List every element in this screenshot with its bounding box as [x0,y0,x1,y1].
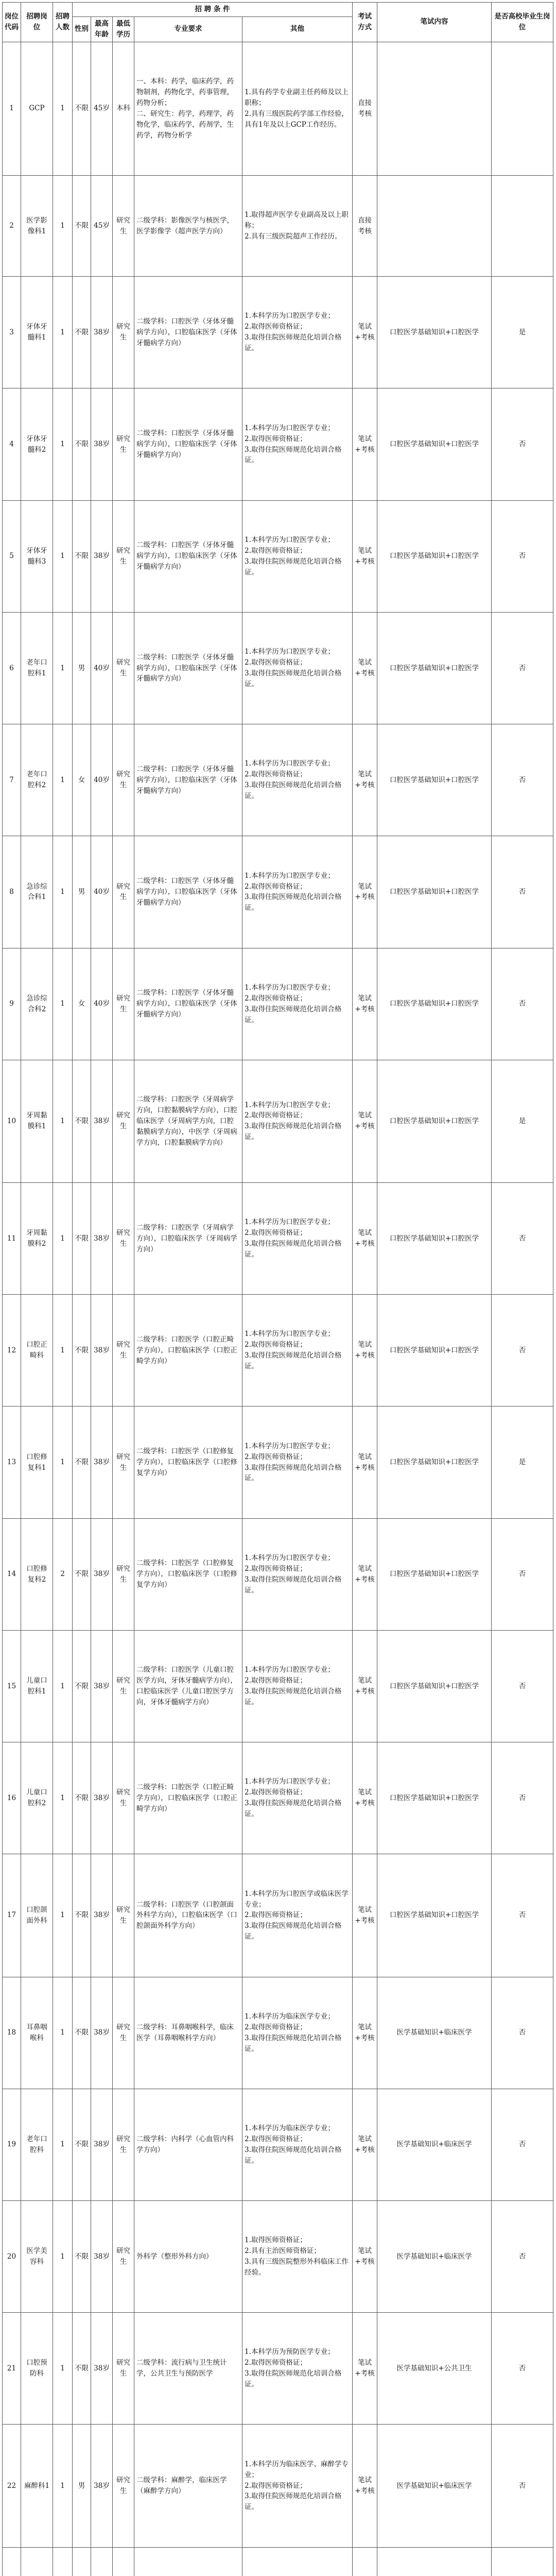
cell-age: 40岁 [91,836,113,948]
cell-age: 38岁 [91,2089,113,2200]
cell-degree [113,2547,134,2576]
cell-post: 口腔修复科1 [21,1406,53,1518]
cell-fresh: 否 [492,1630,553,1742]
table-row [3,1742,553,1854]
cell-content: 口腔医学基础知识+口腔医学 [377,1518,492,1630]
cell-code: 4 [3,388,21,500]
cell-code: 8 [3,836,21,948]
cell-fresh: 是 [492,1406,553,1518]
cell-gender: 女 [73,724,91,836]
cell-post: 老年口腔科2 [21,724,53,836]
cell-major: 二级学科：口腔医学（牙周病学方向），口腔临床医学（牙周病学方向） [134,1182,242,1294]
cell-count: 1 [53,1060,73,1182]
cell-content: 口腔医学基础知识+口腔医学 [377,1182,492,1294]
cell-age: 38岁 [91,1295,113,1406]
table-row [3,2089,553,2200]
cell-code: 12 [3,1295,21,1406]
cell-fresh: 否 [492,948,553,1060]
cell-other: 1.本科学历为口腔医学专业； 2.取得医师资格证； 3.取得住院医师规范化培训合格证。 [242,277,353,388]
cell-gender: 不限 [73,42,91,175]
cell-other: 1.本科学历为口腔医学专业； 2.取得医师资格证； 3.取得住院医师规范化培训合格证。 [242,836,353,948]
cell-degree: 研究生 [113,1182,134,1294]
cell-gender: 不限 [73,1182,91,1294]
cell-code: 21 [3,2313,21,2425]
cell-exam: 笔试+考核 [353,1060,377,1182]
cell-age: 38岁 [91,1630,113,1742]
cell-degree: 研究生 [113,175,134,276]
cell-content: 口腔医学基础知识+口腔医学 [377,948,492,1060]
cell-other: 1.本科学历为口腔医学专业； 2.取得医师资格证； 3.取得住院医师规范化培训合格证。 [242,1518,353,1630]
cell-code: 16 [3,1742,21,1854]
cell-post: 急诊综合科2 [21,948,53,1060]
cell-content: 口腔医学基础知识+口腔医学 [377,1406,492,1518]
cell-degree: 研究生 [113,2313,134,2425]
cell-content: 口腔医学基础知识+口腔医学 [377,1295,492,1406]
cell-major: 二级学科：影像医学与核医学，医学影像学（超声医学方向） [134,175,242,276]
cell-exam: 笔试+考核 [353,1182,377,1294]
table-body [3,42,553,2576]
cell-post: 口腔预防科 [21,2313,53,2425]
cell-other: 1.本科学历为口腔医学或临床医学专业； 2.取得医师资格证； 3.取得住院医师规范化培训合格证。 [242,1854,353,1977]
cell-degree: 研究生 [113,1854,134,1977]
cell-age: 45岁 [91,175,113,276]
cell-count: 1 [53,836,73,948]
cell-content: 口腔医学基础知识+口腔医学 [377,1060,492,1182]
cell-code: 11 [3,1182,21,1294]
cell-other: 1.本科学历为口腔医学专业； 2.取得医师资格证； 3.取得住院医师规范化培训合格证。 [242,1295,353,1406]
cell-content: 口腔医学基础知识+口腔医学 [377,612,492,724]
cell-code: 3 [3,277,21,388]
cell-degree: 研究生 [113,388,134,500]
cell-fresh: 否 [492,500,553,612]
cell-degree: 研究生 [113,1060,134,1182]
cell-exam: 笔试+考核 [353,1742,377,1854]
cell-other: 1.本科学历为口腔医学专业； 2.取得医师资格证； 3.取得住院医师规范化培训合格证。 [242,1060,353,1182]
cell-gender: 不限 [73,2089,91,2200]
cell-other: 1.本科学历为口腔医学专业； 2.取得医师资格证； 3.取得住院医师规范化培训合格证。 [242,388,353,500]
cell-degree: 研究生 [113,1518,134,1630]
header-degree: 最低学历 [113,16,134,42]
cell-fresh: 否 [492,724,553,836]
cell-degree: 研究生 [113,612,134,724]
cell-post: 儿童口腔科2 [21,1742,53,1854]
cell-major: 二级学科：口腔医学（口腔正畸学方向），口腔临床医学（口腔正畸学方向） [134,1742,242,1854]
cell-content: 口腔医学基础知识+口腔医学 [377,724,492,836]
cell-count: 1 [53,42,73,175]
cell-code: 10 [3,1060,21,1182]
table-row [3,1518,553,1630]
cell-fresh: 否 [492,2089,553,2200]
cell-code: 2 [3,175,21,276]
cell-exam: 笔试+考核 [353,2200,377,2312]
cell-major: 二级学科：口腔医学（儿童口腔医学方向，牙体牙髓病学方向），口腔临床医学（儿童口腔医学方向，牙体牙髓病学方向） [134,1630,242,1742]
cell-code [3,2547,21,2576]
cell-gender: 不限 [73,277,91,388]
cell-gender: 不限 [73,1295,91,1406]
cell-age: 38岁 [91,2200,113,2312]
cell-code: 20 [3,2200,21,2312]
cell-major: 二级学科：口腔医学（牙体牙髓病学方向），口腔临床医学（牙体牙髓病学方向） [134,388,242,500]
cell-degree: 研究生 [113,2200,134,2312]
cell-exam: 笔试+考核 [353,1518,377,1630]
cell-content: 医学基础知识+临床医学 [377,2425,492,2547]
cell-count: 1 [53,2313,73,2425]
cell-count: 1 [53,500,73,612]
cell-age: 38岁 [91,1977,113,2089]
cell-degree: 研究生 [113,2425,134,2547]
cell-gender: 男 [73,2425,91,2547]
cell-degree: 研究生 [113,836,134,948]
cell-count: 1 [53,388,73,500]
cell-major: 二级学科：口腔医学（口腔修复学方向），口腔临床医学（口腔修复学方向） [134,1406,242,1518]
cell-content: 医学基础知识+临床医学 [377,2200,492,2312]
cell-age: 38岁 [91,1518,113,1630]
header-age: 最高年龄 [91,16,113,42]
cell-post: 牙体牙髓科2 [21,388,53,500]
cell-exam [353,2547,377,2576]
table-row [3,42,553,175]
cell-exam: 笔试+考核 [353,1630,377,1742]
cell-exam: 笔试+考核 [353,1977,377,2089]
header-count: 招聘人数 [53,3,73,42]
cell-gender: 不限 [73,175,91,276]
header-post: 招聘岗位 [21,3,53,42]
cell-age: 38岁 [91,2313,113,2425]
cell-post: 牙周黏膜科1 [21,1060,53,1182]
table-row [3,724,553,836]
cell-content: 口腔医学基础知识+口腔医学 [377,836,492,948]
cell-content: 医学基础知识+临床医学 [377,1977,492,2089]
cell-degree: 研究生 [113,2089,134,2200]
cell-code: 19 [3,2089,21,2200]
cell-post: 耳鼻咽喉科 [21,1977,53,2089]
cell-fresh: 否 [492,2313,553,2425]
cell-major: 二级学科：口腔医学（牙体牙髓病学方向），口腔临床医学（牙体牙髓病学方向） [134,277,242,388]
cell-content: 口腔医学基础知识+口腔医学 [377,388,492,500]
cell-other: 1.本科学历为口腔医学专业； 2.取得医师资格证； 3.取得住院医师规范化培训合格证。 [242,948,353,1060]
cell-count: 1 [53,1630,73,1742]
table-row [3,1295,553,1406]
cell-post: 口腔修复科2 [21,1518,53,1630]
cell-fresh: 是 [492,277,553,388]
table-row [3,388,553,500]
cell-other [242,2547,353,2576]
header-conditions: 招 聘 条 件 [73,3,353,17]
cell-count: 1 [53,1295,73,1406]
header-content: 笔试内容 [377,3,492,42]
cell-gender: 不限 [73,500,91,612]
header-code: 岗位代码 [3,3,21,42]
cell-degree: 研究生 [113,277,134,388]
cell-other: 1.本科学历为临床医学、麻醉学专业； 2.取得医师资格证； 3.取得住院医师规范化培训合格证。 [242,2425,353,2547]
cell-major [134,2547,242,2576]
cell-count: 1 [53,1977,73,2089]
cell-count: 1 [53,277,73,388]
cell-other: 1.本科学历为预防医学专业； 2.取得医师资格证； 3.取得住院医师规范化培训合格证。 [242,2313,353,2425]
cell-age: 38岁 [91,1060,113,1182]
cell-other: 1.本科学历为临床医学专业； 2.取得医师资格证； 3.取得住院医师规范化培训合格证。 [242,2089,353,2200]
recruitment-table [2,2,553,2576]
cell-other: 1.取得医师资格证； 2.具有主治医师资格证； 3.具有三级医院整形外科临床工作经验。 [242,2200,353,2312]
cell-gender: 男 [73,836,91,948]
table-row [3,1406,553,1518]
cell-count: 1 [53,175,73,276]
cell-post: 老年口腔科 [21,2089,53,2200]
cell-fresh: 否 [492,1977,553,2089]
cell-gender: 不限 [73,388,91,500]
cell-major: 一、本科：药学，临床药学，药物制剂，药物化学，药事管理，药物分析； 二、研究生：药学，药理学，药物化学，临床药学，药剂学，生药学，药物分析学 [134,42,242,175]
cell-age [91,2547,113,2576]
cell-count: 1 [53,2089,73,2200]
cell-content: 口腔医学基础知识+口腔医学 [377,277,492,388]
cell-exam: 笔试+考核 [353,388,377,500]
cell-post: 牙周黏膜科2 [21,1182,53,1294]
header-exam: 考试方式 [353,3,377,42]
table-row [3,1854,553,1977]
cell-exam: 笔试+考核 [353,1854,377,1977]
cell-fresh: 否 [492,1182,553,1294]
cell-degree: 研究生 [113,1742,134,1854]
cell-count: 1 [53,2200,73,2312]
cell-major: 二级学科：口腔医学（口腔修复学方向），口腔临床医学（口腔修复学方向） [134,1518,242,1630]
cell-content [377,175,492,276]
table-row [3,948,553,1060]
table-row [3,500,553,612]
cell-exam: 笔试+考核 [353,2425,377,2547]
cell-fresh: 否 [492,388,553,500]
cell-other: 1.本科学历为临床医学专业； 2.取得医师资格证； 3.取得住院医师规范化培训合格证。 [242,1977,353,2089]
cell-gender: 不限 [73,1518,91,1630]
cell-fresh [492,2547,553,2576]
header-gender: 性别 [73,16,91,42]
cell-content: 口腔医学基础知识+口腔医学 [377,1854,492,1977]
cell-gender: 不限 [73,1854,91,1977]
cell-other: 1.具有药学专业副主任药师及以上职称； 2.具有三级医院药学部工作经验，具有1年及以上GCP工作经历。 [242,42,353,175]
cell-code: 5 [3,500,21,612]
cell-major: 二级学科：口腔医学（牙体牙髓病学方向），口腔临床医学（牙体牙髓病学方向） [134,724,242,836]
cell-major: 二级学科：流行病与卫生统计学，公共卫生与预防医学 [134,2313,242,2425]
cell-post: 牙体牙髓科1 [21,277,53,388]
table-row [3,1182,553,1294]
cell-fresh: 否 [492,1854,553,1977]
cell-code: 9 [3,948,21,1060]
cell-exam: 笔试+考核 [353,2313,377,2425]
cell-degree: 研究生 [113,948,134,1060]
cell-gender: 女 [73,948,91,1060]
cell-fresh: 是 [492,1060,553,1182]
cell-age: 45岁 [91,42,113,175]
cell-count: 2 [53,1518,73,1630]
cell-code: 15 [3,1630,21,1742]
cell-other: 1.本科学历为口腔医学专业； 2.取得医师资格证； 3.取得住院医师规范化培训合格证。 [242,612,353,724]
table-row [3,612,553,724]
table-row [3,2313,553,2425]
cell-age: 38岁 [91,1406,113,1518]
cell-exam: 笔试+考核 [353,612,377,724]
cell-count: 1 [53,2425,73,2547]
cell-degree: 研究生 [113,1977,134,2089]
cell-code: 7 [3,724,21,836]
cell-fresh: 否 [492,1518,553,1630]
cell-post: 医学美容科 [21,2200,53,2312]
cell-content: 口腔医学基础知识+口腔医学 [377,1630,492,1742]
cell-gender: 不限 [73,2200,91,2312]
cell-exam: 笔试+考核 [353,277,377,388]
cell-count: 1 [53,1854,73,1977]
cell-major: 二级学科：口腔医学（牙体牙髓病学方向），口腔临床医学（牙体牙髓病学方向） [134,612,242,724]
cell-exam: 直接考核 [353,175,377,276]
cell-major: 二级学科：口腔医学（口腔正畸学方向），口腔临床医学（口腔正畸学方向） [134,1295,242,1406]
cell-count: 1 [53,724,73,836]
cell-post: 口腔正畸科 [21,1295,53,1406]
cell-count: 1 [53,1742,73,1854]
cell-age: 40岁 [91,612,113,724]
cell-exam: 笔试+考核 [353,1295,377,1406]
cell-fresh: 否 [492,2425,553,2547]
cell-gender: 不限 [73,1406,91,1518]
cell-age: 38岁 [91,500,113,612]
cell-degree: 研究生 [113,724,134,836]
cell-exam: 笔试+考核 [353,1406,377,1518]
table-row [3,175,553,276]
cell-fresh [492,42,553,175]
cell-other: 1.本科学历为口腔医学专业； 2.取得医师资格证； 3.取得住院医师规范化培训合格证。 [242,1742,353,1854]
header-major: 专业要求 [134,16,242,42]
cell-exam: 笔试+考核 [353,2089,377,2200]
cell-post: 麻醉科1 [21,2425,53,2547]
cell-fresh: 否 [492,2200,553,2312]
cell-age: 38岁 [91,388,113,500]
cell-major: 外科学（整形外科方向） [134,2200,242,2312]
cell-content: 医学基础知识+临床医学 [377,2089,492,2200]
cell-post: 急诊综合科1 [21,836,53,948]
cell-age: 40岁 [91,724,113,836]
cell-count [53,2547,73,2576]
table-row [3,836,553,948]
cell-code: 17 [3,1854,21,1977]
cell-major: 二级学科：口腔医学（牙体牙髓病学方向），口腔临床医学（牙体牙髓病学方向） [134,500,242,612]
cell-major: 二级学科：口腔医学（牙体牙髓病学方向），口腔临床医学（牙体牙髓病学方向） [134,948,242,1060]
cell-post: GCP [21,42,53,175]
cell-major: 二级学科：口腔医学（口腔颌面外科学方向），口腔临床医学（口腔颌面外科学方向） [134,1854,242,1977]
cell-code: 1 [3,42,21,175]
cell-exam: 笔试+考核 [353,500,377,612]
cell-degree: 研究生 [113,500,134,612]
cell-major: 二级学科：麻醉学，临床医学（麻醉学方向） [134,2425,242,2547]
table-row [3,277,553,388]
cell-post: 儿童口腔科1 [21,1630,53,1742]
cell-degree: 研究生 [113,1630,134,1742]
cell-other: 1.本科学历为口腔医学专业； 2.取得医师资格证； 3.取得住院医师规范化培训合格证。 [242,724,353,836]
cell-post: 医学影像科1 [21,175,53,276]
cell-count: 1 [53,612,73,724]
cell-content: 口腔医学基础知识+口腔医学 [377,500,492,612]
cell-post: 牙体牙髓科3 [21,500,53,612]
cell-age: 38岁 [91,1182,113,1294]
cell-fresh: 否 [492,612,553,724]
cell-major: 二级学科：耳鼻咽喉科学，临床医学（耳鼻咽喉科学方向） [134,1977,242,2089]
cell-age: 38岁 [91,1854,113,1977]
cell-exam: 笔试+考核 [353,948,377,1060]
cell-age: 40岁 [91,948,113,1060]
table-row [3,2200,553,2312]
cell-post [21,2547,53,2576]
cell-gender: 不限 [73,1742,91,1854]
cell-other: 1.本科学历为口腔医学专业； 2.取得医师资格证； 3.取得住院医师规范化培训合格证。 [242,500,353,612]
table-row [3,1977,553,2089]
cell-other: 1.本科学历为口腔医学专业； 2.取得医师资格证； 3.取得住院医师规范化培训合格证。 [242,1630,353,1742]
cell-fresh [492,175,553,276]
cell-age: 38岁 [91,277,113,388]
table-row [3,1630,553,1742]
cell-gender: 不限 [73,1977,91,2089]
cell-content: 医学基础知识+公共卫生 [377,2313,492,2425]
cell-age: 38岁 [91,2425,113,2547]
cell-degree: 研究生 [113,1406,134,1518]
cell-major: 二级学科：口腔医学（牙体牙髓病学方向），口腔临床医学（牙体牙髓病学方向） [134,836,242,948]
cell-content: 口腔医学基础知识+口腔医学 [377,1742,492,1854]
cell-other: 1.取得超声医学专业副高及以上职称； 2.具有三级医院超声工作经历。 [242,175,353,276]
table-row [3,2425,553,2547]
cell-post: 老年口腔科1 [21,612,53,724]
cell-code: 14 [3,1518,21,1630]
table-row [3,2547,553,2576]
cell-gender [73,2547,91,2576]
cell-fresh: 否 [492,1742,553,1854]
cell-fresh: 否 [492,836,553,948]
cell-gender: 不限 [73,1060,91,1182]
cell-fresh: 否 [492,1295,553,1406]
cell-post: 口腔颌面外科 [21,1854,53,1977]
cell-content [377,2547,492,2576]
cell-code: 18 [3,1977,21,2089]
cell-code: 6 [3,612,21,724]
cell-major: 二级学科：内科学（心血管内科学方向） [134,2089,242,2200]
cell-code: 22 [3,2425,21,2547]
cell-content [377,42,492,175]
cell-exam: 笔试+考核 [353,724,377,836]
cell-code: 13 [3,1406,21,1518]
cell-other: 1.本科学历为口腔医学专业； 2.取得医师资格证； 3.取得住院医师规范化培训合格证。 [242,1406,353,1518]
cell-count: 1 [53,1406,73,1518]
cell-count: 1 [53,1182,73,1294]
cell-degree: 本科 [113,42,134,175]
cell-degree: 研究生 [113,1295,134,1406]
cell-age: 38岁 [91,1742,113,1854]
header-fresh: 是否高校毕业生岗位 [492,3,553,42]
cell-gender: 男 [73,612,91,724]
cell-other: 1.本科学历为口腔医学专业； 2.取得医师资格证； 3.取得住院医师规范化培训合格证。 [242,1182,353,1294]
cell-exam: 笔试+考核 [353,836,377,948]
table-row [3,1060,553,1182]
cell-count: 1 [53,948,73,1060]
header-other: 其他 [242,16,353,42]
cell-gender: 不限 [73,1630,91,1742]
cell-major: 二级学科：口腔医学（牙周病学方向，口腔黏膜病学方向），口腔临床医学（牙周病学方向，口腔黏膜病学方向），中医学（牙周病学方向，口腔黏膜病学方向） [134,1060,242,1182]
cell-gender: 不限 [73,2313,91,2425]
cell-exam: 直接考核 [353,42,377,175]
